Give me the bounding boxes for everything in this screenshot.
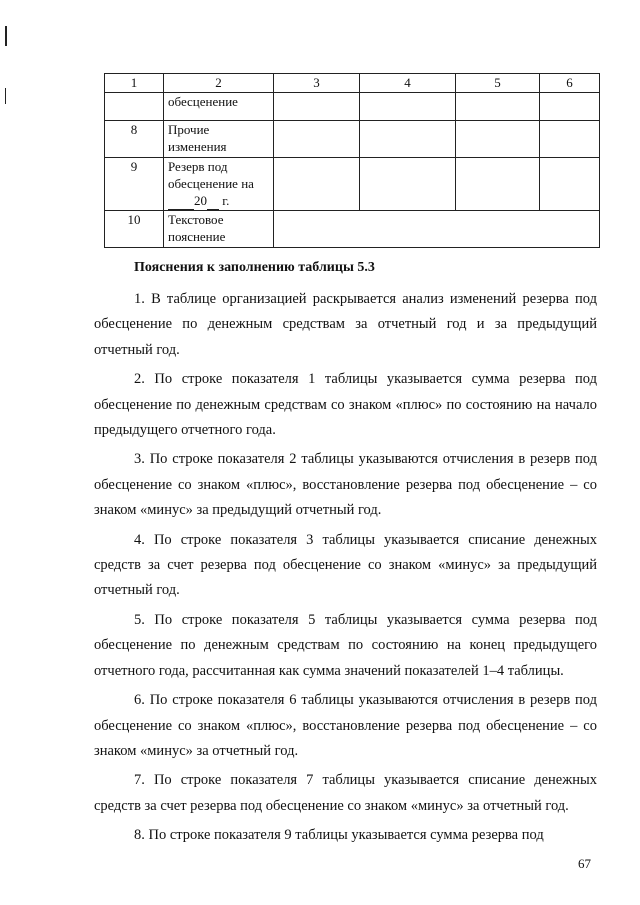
date-blank xyxy=(168,192,194,210)
table-row xyxy=(105,211,600,248)
year-prefix: 20 xyxy=(194,193,207,208)
year-suffix: г. xyxy=(222,193,230,208)
column-header: 2 xyxy=(164,74,274,93)
text-explanation-cell xyxy=(274,211,600,248)
table-row xyxy=(105,158,600,211)
paragraph: 3. По строке показателя 2 таблицы указываются отчисления в резерв под обесценение со знаком «плюс», восстановление резерва под обесценение – со знаком «минус» за предыдущий отчетный год. xyxy=(94,451,597,519)
value-cell xyxy=(540,121,600,158)
row-number-cell: 8 xyxy=(105,121,164,158)
page-number: 67 xyxy=(578,856,591,871)
value-cell xyxy=(360,121,456,158)
value-cell xyxy=(360,158,456,211)
table-5-3-fragment xyxy=(104,73,600,248)
row-label-cell xyxy=(164,158,274,211)
paragraph: 7. По строке показателя 7 таблицы указывается списание денежных средств за счет резерва под обесценение со знаком «минус» за отчетный год. xyxy=(94,772,597,814)
paragraph: 2. По строке показателя 1 таблицы указывается сумма резерва под обесценение по денежным средствам со знаком «плюс» по состоянию на начало предыдущего отчетного года. xyxy=(94,371,597,439)
row-label-line: обесценение на xyxy=(168,176,254,191)
scan-edge-mark-top xyxy=(5,26,7,46)
column-header: 4 xyxy=(360,74,456,93)
scan-edge-mark-lower xyxy=(5,88,6,104)
column-header: 1 xyxy=(105,74,164,93)
row-label-line: Текстовое xyxy=(168,212,224,227)
year-blank xyxy=(207,192,219,210)
row-label-cell xyxy=(164,211,274,248)
value-cell xyxy=(274,121,360,158)
paragraph: 6. По строке показателя 6 таблицы указываются отчисления в резерв под обесценение со знаком «плюс», восстановление резерва под обесценение – со знаком «минус» за отчетный год. xyxy=(94,692,597,759)
value-cell xyxy=(456,121,540,158)
value-cell xyxy=(274,93,360,121)
row-number-cell: 9 xyxy=(105,158,164,211)
paragraph: 1. В таблице организацией раскрывается анализ изменений резерва под обесценение по денежным средствам за отчетный год и за предыдущий отчетный год. xyxy=(94,291,597,358)
column-header: 5 xyxy=(456,74,540,93)
row-label-cell: обесценение xyxy=(164,93,274,121)
value-cell xyxy=(274,158,360,211)
row-label-cell xyxy=(164,121,274,158)
row-number-cell xyxy=(105,93,164,121)
paragraph: 4. По строке показателя 3 таблицы указывается списание денежных средств за счет резерва под обесценение со знаком «минус» за предыдущий отчетный год. xyxy=(94,531,597,599)
value-cell xyxy=(456,93,540,121)
paragraph: 5. По строке показателя 5 таблицы указывается сумма резерва под обесценение по денежным средствам по состоянию на конец предыдущего отчетного года, рассчитанная как сумма значений показателей 1–4 таблицы. xyxy=(94,611,597,679)
row-number-cell: 10 xyxy=(105,211,164,248)
explanation-text xyxy=(94,287,597,853)
row-label-line: изменения xyxy=(168,139,227,154)
value-cell xyxy=(456,158,540,211)
column-header: 6 xyxy=(540,74,600,93)
row-label-line: Резерв под xyxy=(168,159,228,174)
table-header-row xyxy=(105,74,600,93)
table-row xyxy=(105,121,600,158)
table-row xyxy=(105,93,600,121)
row-label-line: пояснение xyxy=(168,229,226,244)
value-cell xyxy=(540,93,600,121)
value-cell xyxy=(540,158,600,211)
column-header: 3 xyxy=(274,74,360,93)
section-title: Пояснения к заполнению таблицы 5.3 xyxy=(134,260,375,275)
paragraph: 8. По строке показателя 9 таблицы указывается сумма резерва под xyxy=(134,827,544,844)
value-cell xyxy=(360,93,456,121)
row-label-line: Прочие xyxy=(168,122,210,137)
